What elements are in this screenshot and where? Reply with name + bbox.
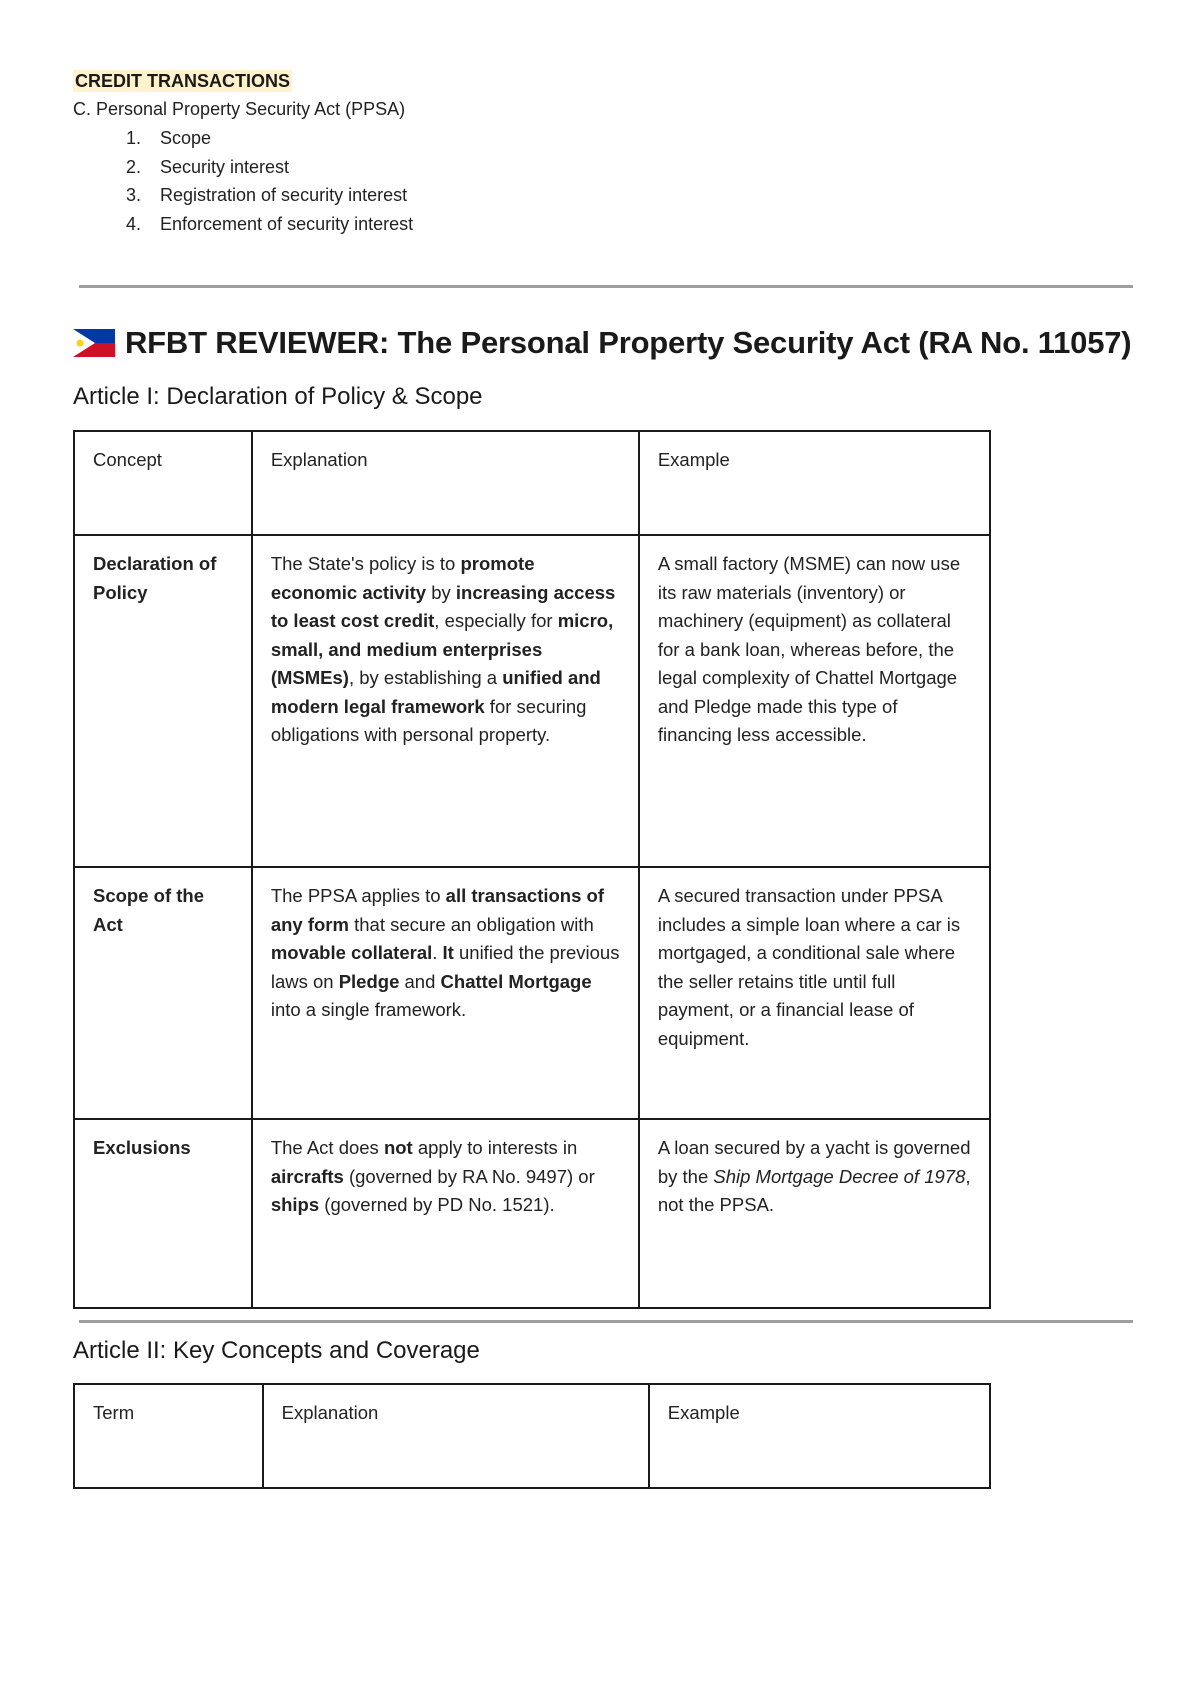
bold-text: micro, small, and medium enterprises (MSMEs) [270,610,614,688]
list-item: 3. Registration of security interest [146,181,1133,210]
cell-text: unified the previous laws on [270,942,620,992]
table-row [74,1119,990,1308]
list-item: 1. Scope [146,124,1133,153]
cell-text: for securing obligations with personal property. [270,695,587,745]
list-item: 2. Security interest [146,153,1133,182]
cell-text: into a single framework. [270,999,467,1020]
article-2-table [73,1383,991,1489]
example-cell [639,535,990,867]
subtitle: C. Personal Property Security Act (PPSA) [73,99,406,119]
column-header: Concept [74,431,252,535]
bold-text: Pledge [338,970,400,992]
concept-cell: Exclusions [74,1119,252,1308]
table-header-row [74,431,990,535]
cell-text: (governed by RA No. 9497) or [343,1165,595,1187]
bold-text: ships [270,1194,320,1215]
cell-text: . [432,942,443,963]
cell-text: A secured transaction under PPSA includes a simple loan where a car is mortgaged, a conditional sale where the seller retains title until full payment, or a financial lease of equipment. [657,885,961,1049]
column-header: Term [74,1384,263,1488]
cell-text: that secure an obligation with [348,913,594,935]
section-tag: CREDIT TRANSACTIONS [75,71,290,91]
bold-text: It [442,942,454,963]
bold-text: Chattel Mortgage [440,970,592,992]
bold-text: unified and modern legal framework [270,667,601,717]
concept-cell: Scope of the Act [74,867,252,1119]
cell-text: by [426,581,456,603]
explanation-cell [252,1119,639,1308]
article-1-heading: Article I: Declaration of Policy & Scope [73,383,483,410]
horizontal-divider [79,1320,1133,1323]
cell-text: A loan secured by a yacht is governed by the [657,1137,971,1187]
table-row [74,867,990,1119]
bold-text: not [383,1137,413,1158]
cell-text: , not the PPSA. [657,1165,971,1215]
cell-text: The Act does [270,1137,384,1158]
philippine-flag-icon [73,329,115,357]
article-1-table [73,430,991,1309]
bold-text: aircrafts [270,1165,344,1187]
title-row [73,325,1131,361]
cell-text: and [399,970,441,992]
cell-text: The State's policy is to [270,553,461,574]
column-header: Example [649,1384,990,1488]
horizontal-divider [79,285,1133,288]
article-2-heading: Article II: Key Concepts and Coverage [73,1337,480,1364]
example-cell [639,867,990,1119]
cell-text: , by establishing a [348,667,503,688]
column-header: Explanation [263,1384,649,1488]
document-header [73,70,1133,238]
table-header-row [74,1384,990,1488]
explanation-cell [252,867,639,1119]
topic-list [73,124,1133,238]
cell-text: (governed by PD No. 1521). [319,1194,555,1215]
italic-text: Ship Mortgage Decree of 1978 [713,1165,966,1187]
example-cell [639,1119,990,1308]
cell-text: The PPSA applies to [270,885,446,906]
list-item: 4. Enforcement of security interest [146,210,1133,239]
page-title: RFBT REVIEWER: The Personal Property Security Act (RA No. 11057) [125,325,1132,360]
concept-cell: Declaration of Policy [74,535,252,867]
column-header: Explanation [252,431,639,535]
cell-text: A small factory (MSME) can now use its raw materials (inventory) or machinery (equipment) as collateral for a bank loan, whereas before, the legal complexity of Chattel Mortgage and Pledge made this type of financing less accessible. [657,553,961,745]
bold-text: promote economic activity [270,553,535,603]
table-row [74,535,990,867]
explanation-cell [252,535,639,867]
bold-text: movable collateral [270,942,433,963]
bold-text: increasing access to least cost credit [270,581,616,631]
cell-text: apply to interests in [412,1137,578,1158]
column-header: Example [639,431,990,535]
bold-text: all transactions of any form [270,885,604,935]
cell-text: , especially for [434,610,558,631]
